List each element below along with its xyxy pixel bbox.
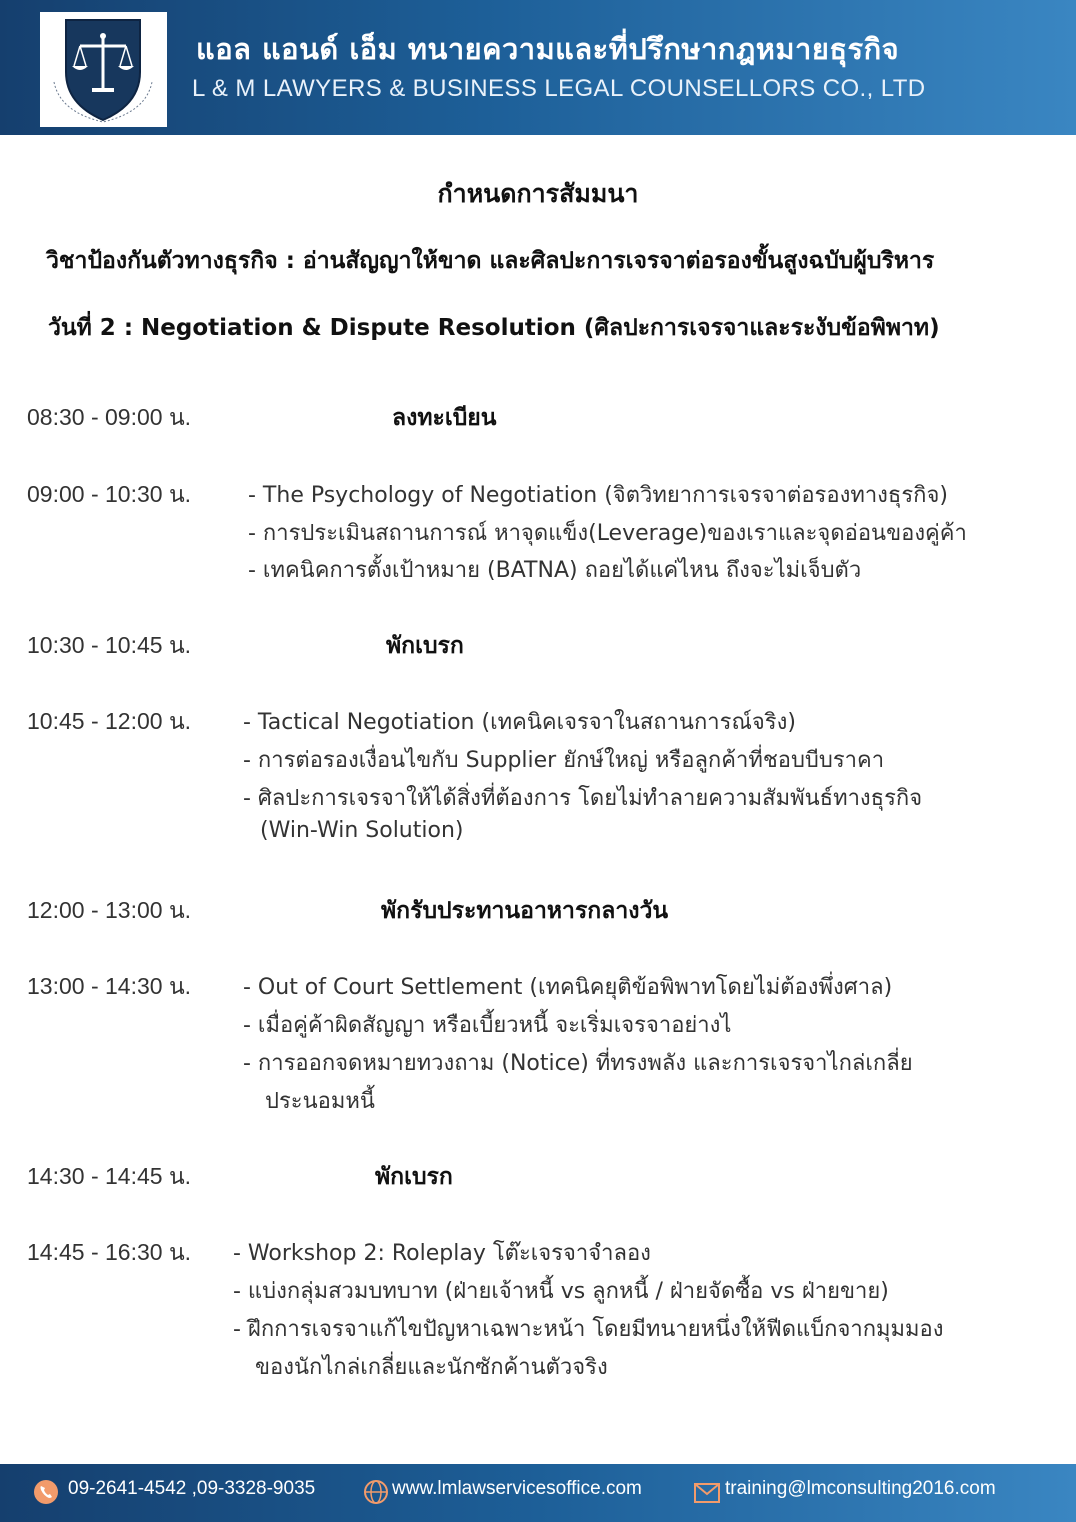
schedule-line: - The Psychology of Negotiation (จิตวิทยาการเจรจาต่อรองทางธุรกิจ) [248,483,948,508]
schedule-title: พักเบรก [375,1164,453,1190]
schedule-line: ประนอมหนี้ [265,1089,375,1114]
course-title: วิชาป้องกันตัวทางธุรกิจ : อ่านสัญญาให้ขาด และศิลปะการเจรจาต่อรองขั้นสูงฉบับผู้บริหาร [46,248,935,274]
schedule-time: 12:00 - 13:00 น. [27,897,192,923]
schedule-line: - Workshop 2: Roleplay โต๊ะเจรจาจำลอง [233,1241,651,1266]
schedule-line: - แบ่งกลุ่มสวมบทบาท (ฝ่ายเจ้าหนี้ vs ลูกหนี้ / ฝ่ายจัดซื้อ vs ฝ่ายขาย) [233,1279,889,1304]
schedule-line: - Tactical Negotiation (เทคนิคเจรจาในสถานการณ์จริง) [243,710,796,735]
schedule-time: 10:45 - 12:00 น. [27,708,192,734]
document-title: กำหนดการสัมมนา [437,179,639,208]
header-banner [0,0,1076,135]
schedule-time: 09:00 - 10:30 น. [27,481,192,507]
schedule-time: 08:30 - 09:00 น. [27,404,192,430]
schedule-line: (Win-Win Solution) [260,818,464,843]
phone-icon [33,1479,59,1509]
schedule-title: พักรับประทานอาหารกลางวัน [381,898,669,924]
schedule-time: 10:30 - 10:45 น. [27,632,192,658]
schedule-line: - การต่อรองเงื่อนไขกับ Supplier ยักษ์ใหญ่ หรือลูกค้าที่ชอบบีบราคา [243,748,885,773]
schedule-time: 14:30 - 14:45 น. [27,1163,192,1189]
schedule-line: - การออกจดหมายทวงถาม (Notice) ที่ทรงพลัง และการเจรจาไกล่เกลี่ย [243,1051,913,1076]
schedule-line: - Out of Court Settlement (เทคนิคยุติข้อพิพาทโดยไม่ต้องพึ่งศาล) [243,975,893,1000]
firm-name-thai: แอล แอนด์ เอ็ม ทนายความและที่ปรึกษากฎหมายธุรกิจ [196,32,900,66]
schedule-line: - เทคนิคการตั้งเป้าหมาย (BATNA) ถอยได้แค่ไหน ถึงจะไม่เจ็บตัว [248,558,862,583]
schedule-line: - เมื่อคู่ค้าผิดสัญญา หรือเบี้ยวหนี้ จะเริ่มเจรจาอย่างไ [243,1013,732,1038]
firm-name-english: L & M LAWYERS & BUSINESS LEGAL COUNSELLORS CO., LTD [192,75,926,102]
footer-phone[interactable]: 09-2641-4542 ,09-3328-9035 [68,1478,316,1499]
schedule-title: ลงทะเบียน [392,405,497,431]
schedule-time: 13:00 - 14:30 น. [27,973,192,999]
day-heading: วันที่ 2 : Negotiation & Dispute Resolution (ศิลปะการเจรจาและระงับข้อพิพาท) [48,315,940,341]
footer-website[interactable]: www.lmlawservicesoffice.com [392,1478,642,1499]
envelope-icon [694,1483,720,1507]
schedule-time: 14:45 - 16:30 น. [27,1239,192,1265]
firm-logo [40,12,167,127]
footer-email[interactable]: training@lmconsulting2016.com [725,1478,996,1499]
schedule-line: ของนักไกล่เกลี่ยและนักซักค้านตัวจริง [255,1355,608,1380]
schedule-title: พักเบรก [386,633,464,659]
schedule-line: - ฝึกการเจรจาแก้ไขปัญหาเฉพาะหน้า โดยมีทนายหนึ่งให้ฟีดแบ็กจากมุมมอง [233,1317,944,1342]
scales-of-justice-icon [40,12,167,127]
globe-icon [363,1479,389,1509]
schedule-line: - ศิลปะการเจรจาให้ได้สิ่งที่ต้องการ โดยไม่ทำลายความสัมพันธ์ทางธุรกิจ [243,786,923,811]
schedule-line: - การประเมินสถานการณ์ หาจุดแข็ง(Leverage)ของเราและจุดอ่อนของคู่ค้า [248,521,967,546]
